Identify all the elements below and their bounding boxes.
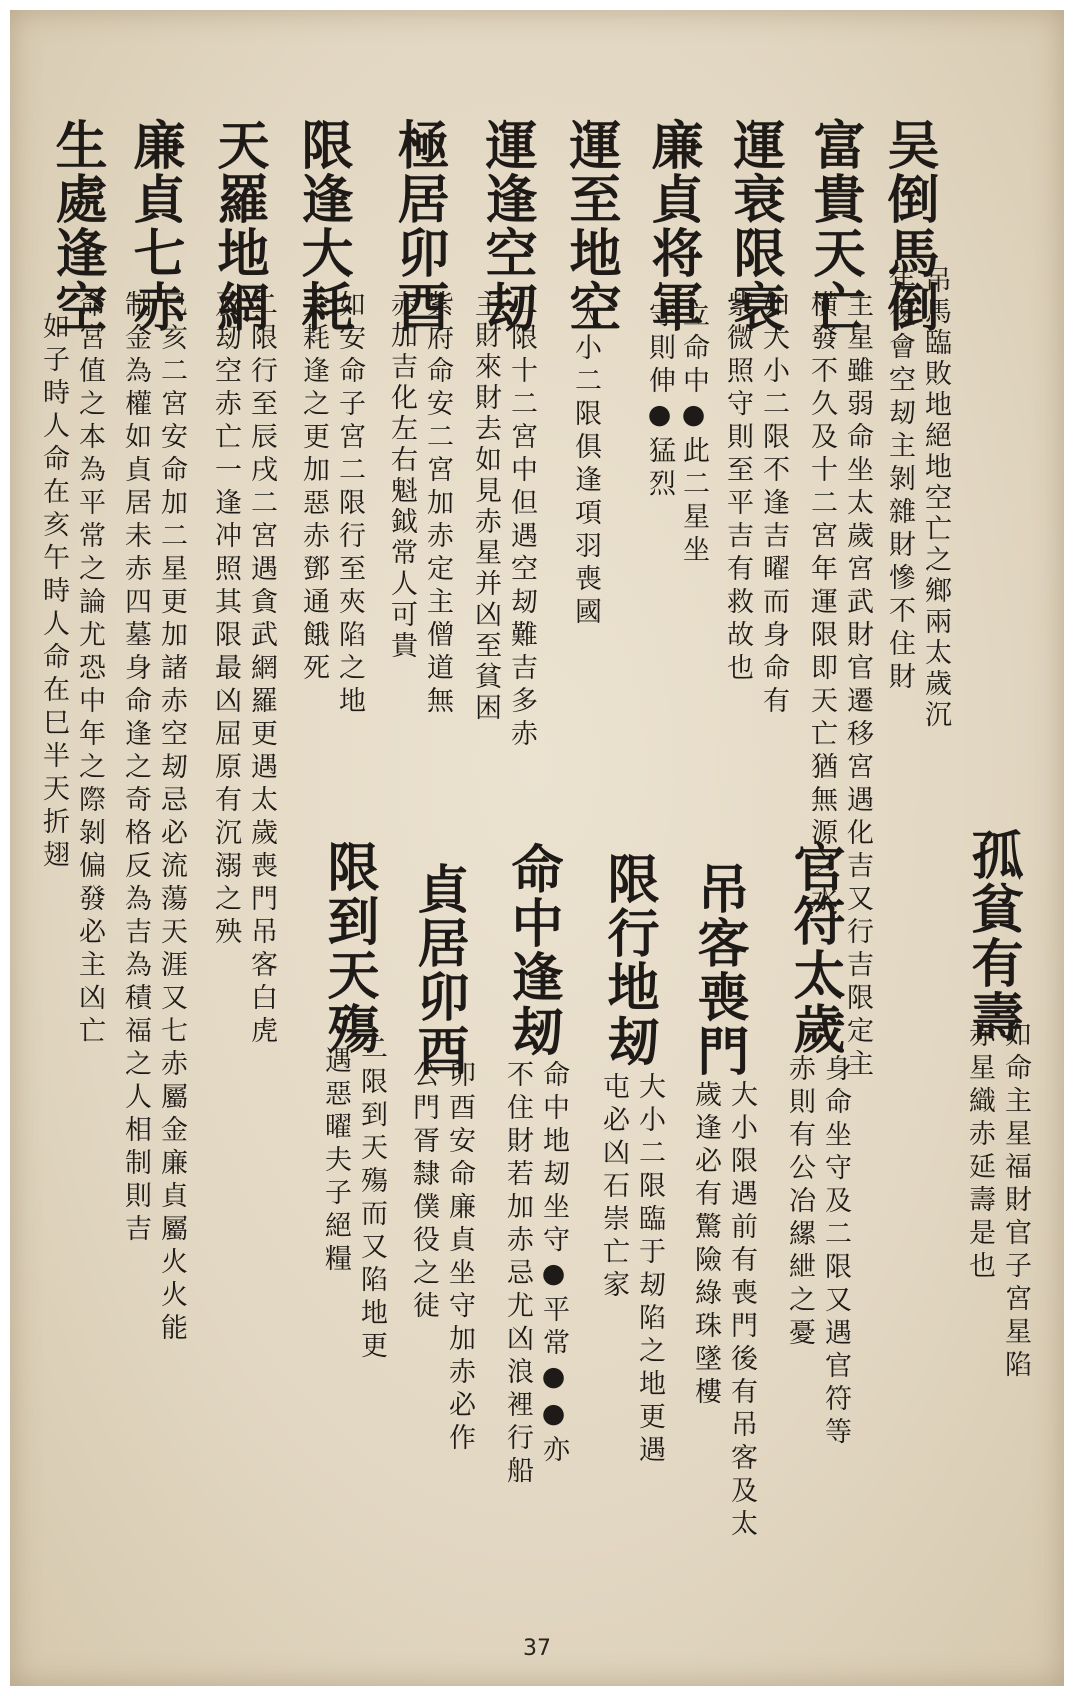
commentary-upper-3-line-1: 如大小二限不逢吉曜而身命有 xyxy=(758,290,789,719)
commentary-upper-11-line-1: 命宮值之本為平常之論尤恐中年之際剝偏發必主凶亡 xyxy=(74,290,105,1049)
heading-lower-2: 官符太歲 xyxy=(784,840,845,1056)
commentary-upper-5-line-1: 大小二限俱逢項羽喪國 xyxy=(570,300,601,630)
heading-upper-2: 富貴天亡 xyxy=(804,118,865,334)
commentary-lower-1-line-2: 赤星織赤延壽是也 xyxy=(964,1020,995,1284)
commentary-upper-10-line-1: 巳亥二宮安命加二星更加諸赤空刼忌必流蕩天涯又七赤屬金廉貞屬火火能 xyxy=(156,290,187,1346)
heading-upper-5: 運至地空 xyxy=(560,118,621,334)
commentary-lower-4-line-2: 屯必凶石崇亡家 xyxy=(598,1072,629,1303)
commentary-upper-4-line-1: 立命中●此二星坐 xyxy=(678,300,709,568)
commentary-lower-7-line-2: 遇惡曜夫子絕糧 xyxy=(320,1046,351,1277)
heading-upper-7: 極居卯酉 xyxy=(388,118,449,334)
heading-lower-1: 孤貧有壽 xyxy=(962,828,1023,1044)
page-number: 37 xyxy=(523,1636,551,1661)
heading-lower-4: 限行地刼 xyxy=(598,852,659,1068)
commentary-lower-2-line-1: 身命坐守及二限又遇官符等 xyxy=(820,1054,851,1450)
heading-lower-7: 限到天殤 xyxy=(318,840,379,1056)
commentary-upper-1-line-2: 年復會空刼主剝雜財慘不住財 xyxy=(884,266,915,695)
commentary-lower-3-line-1: 大小限遇前有喪門後有吊客及太 xyxy=(726,1080,757,1542)
commentary-lower-2-line-2: 赤則有公冶縲紲之憂 xyxy=(784,1054,815,1351)
commentary-upper-2-line-1: 主星雖弱命坐太歲宮武財官遷移宮遇化吉又行吉限定主 xyxy=(842,290,873,1082)
commentary-upper-3-line-2: 紫微照守則至平吉有救故也 xyxy=(722,290,753,686)
commentary-upper-9-line-1: 二限行至辰戌二宮遇貪武網羅更遇太歲喪門吊客白虎 xyxy=(246,290,277,1049)
commentary-lower-5-line-2: 不住財若加赤忌尤凶浪裡行船 xyxy=(502,1060,533,1489)
heading-upper-8: 限逢大耗 xyxy=(292,118,353,334)
commentary-upper-4-line-2: 守則伸●猛烈 xyxy=(644,300,675,502)
commentary-upper-9-line-2: 及刼空赤亡一逢冲照其限最凶屈原有沉溺之殃 xyxy=(210,290,241,950)
commentary-upper-7-line-2: 赤加吉化左右魁鉞常人可貴 xyxy=(386,290,417,662)
commentary-upper-6-line-2: 主財來財去如見赤星并凶至貧困 xyxy=(470,290,501,724)
heading-upper-6: 運逢空刼 xyxy=(476,118,537,334)
commentary-lower-3-line-2: 歲逢必有驚險綠珠墜樓 xyxy=(690,1080,721,1410)
commentary-upper-6-line-1: 二限十二宮中但遇空刼難吉多赤 xyxy=(506,290,537,752)
commentary-lower-5-line-1: 命中地刼坐守●平常●●亦 xyxy=(538,1060,569,1468)
commentary-lower-7-line-1: 二限到天殤而又陷地更 xyxy=(356,1034,387,1364)
heading-upper-9: 天羅地網 xyxy=(208,118,269,334)
commentary-lower-4-line-1: 大小二限臨于刼陷之地更遇 xyxy=(634,1072,665,1468)
heading-lower-3: 吊客喪門 xyxy=(688,862,749,1078)
heading-lower-6: 貞居卯酉 xyxy=(408,862,469,1078)
commentary-upper-1-line-1: 吊馬臨敗地絕地空亡之鄉兩太歲沉 xyxy=(920,266,951,731)
commentary-upper-10-line-2: 制金為權如貞居未赤四墓身命逢之奇格反為吉為積福之人相制則吉 xyxy=(120,290,151,1247)
heading-upper-3: 運衰限衰 xyxy=(724,118,785,334)
commentary-upper-8-line-1: 如安命子宮二限行至夾陷之地 xyxy=(334,290,365,719)
commentary-upper-8-line-2: 大耗逢之更加惡赤鄧通餓死 xyxy=(298,290,329,686)
commentary-lower-6-line-2: 公門胥隸僕役之徒 xyxy=(408,1060,439,1324)
commentary-lower-6-line-1: 卯酉安命廉貞坐守加赤必作 xyxy=(444,1060,475,1456)
commentary-upper-7-line-1: 紫府命安二宮加赤定主僧道無 xyxy=(422,290,453,719)
commentary-upper-11-line-2: 如子時人命在亥午時人命在巳半天折翅 xyxy=(38,312,69,873)
commentary-lower-1-line-1: 如命主星福財官子宮星陷 xyxy=(1000,1020,1031,1383)
heading-upper-4: 廉貞将軍 xyxy=(642,118,703,334)
commentary-upper-2-line-2: 横發不久及十二宮年運限即天亡猶無源之水 xyxy=(806,290,837,917)
heading-upper-10: 廉貞七赤 xyxy=(124,118,185,334)
heading-upper-1: 吴倒馬倒 xyxy=(878,118,939,334)
heading-upper-11: 生處逢空 xyxy=(46,118,107,334)
heading-lower-5: 命中逢刼 xyxy=(502,842,563,1058)
